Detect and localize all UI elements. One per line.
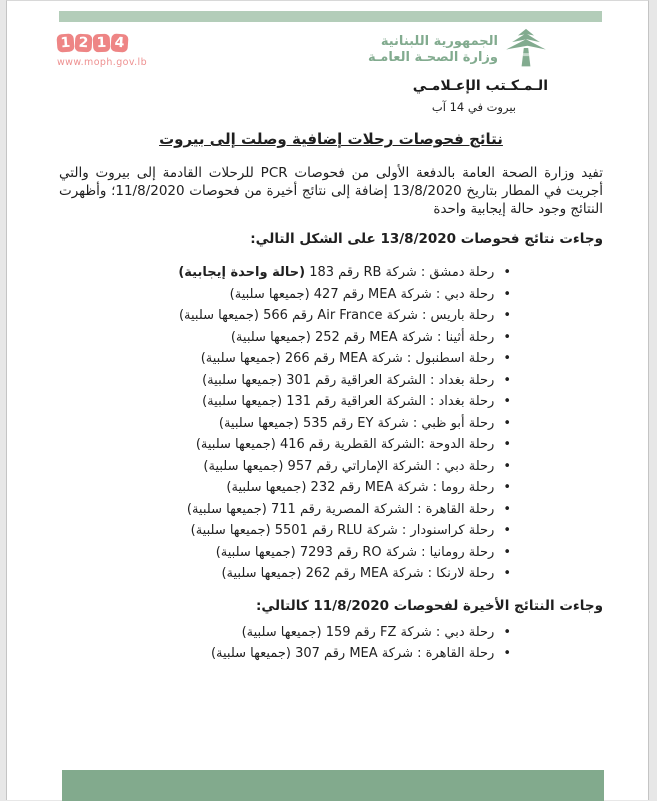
date-line: بيروت في 14 آب [431, 100, 516, 114]
ministry-name: وزارة الصحـة العامـة [367, 50, 498, 65]
flight-results-list-13-8 [59, 262, 603, 585]
flight-item [59, 262, 511, 284]
bullet-icon: • [503, 646, 511, 661]
bullet-icon: • [503, 351, 511, 366]
flight-text: رحلة اسطنبول : شركة MEA رقم 266 (جميعها سلبية) [200, 351, 495, 366]
moph-website: www.moph.gov.lb [57, 57, 148, 68]
document-page [6, 0, 649, 800]
bullet-icon: • [503, 372, 511, 388]
flight-text: رحلة دبي : الشركة الإماراتي رقم 957 (جميعها سلبية) [203, 458, 495, 474]
bullet-icon: • [503, 458, 511, 474]
flight-item [59, 563, 511, 585]
flight-item [59, 348, 511, 370]
flight-item [59, 305, 511, 327]
bullet-icon: • [503, 308, 511, 323]
flight-item [59, 413, 511, 435]
flight-text: رحلة بغداد : الشركة العراقية رقم 131 (جميعها سلبية) [202, 394, 495, 409]
hotline-digit: 4 [110, 33, 128, 52]
document-body [59, 127, 603, 665]
bullet-icon: • [503, 501, 511, 517]
flight-item [59, 499, 511, 521]
flight-item [59, 284, 511, 306]
bullet-icon: • [503, 624, 511, 640]
bullet-icon: • [503, 415, 511, 431]
flight-text: رحلة القاهرة : شركة MEA رقم 307 (جميعها سلبية) [210, 646, 495, 661]
ministry-header [368, 28, 548, 94]
flight-item [59, 327, 511, 349]
flight-text: رحلة الدوحة :الشركة القطرية رقم 416 (جميعها سلبية) [195, 437, 495, 452]
flight-item [59, 622, 511, 644]
flight-item [59, 643, 511, 665]
intro-paragraph: تفيد وزارة الصحة العامة بالدفعة الأولى من فحوصات PCR للرحلات القادمة إلى بيروت والتي أجريت في المطار بتاريخ 13/8/2020 إضافة إلى نتائج أخيرة من فحوصات 11/8/2020؛ وأظهرت النتائج وجود حالة إيجابية واحدة [59, 165, 604, 217]
bullet-icon: • [503, 329, 511, 345]
flight-item [59, 520, 511, 542]
bullet-icon: • [503, 480, 511, 495]
flight-item [59, 391, 511, 413]
bullet-icon: • [503, 286, 511, 302]
media-office-label: الـمـكـتب الإعـلامـي [412, 78, 548, 94]
flight-item [59, 456, 511, 478]
bullet-icon: • [503, 394, 511, 409]
cedar-tree-icon [504, 28, 548, 72]
hotline-digits [57, 34, 147, 52]
flight-text: رحلة كراسنودار : شركة RLU رقم 5501 (جميعها سلبية) [190, 523, 495, 538]
bullet-icon: • [503, 566, 511, 581]
bullet-icon: • [503, 523, 511, 538]
flight-text: رحلة باريس : شركة Air France رقم 566 (جميعها سلبية) [178, 308, 495, 323]
flight-text: رحلة دبي : شركة MEA رقم 427 (جميعها سلبية) [229, 286, 495, 302]
flight-text: رحلة دمشق : شركة RB رقم 183 [305, 265, 495, 280]
hotline-logo [57, 34, 147, 68]
top-green-bar [59, 11, 602, 22]
flight-text: رحلة أثينا : شركة MEA رقم 252 (جميعها سلبية) [230, 329, 495, 345]
bullet-icon: • [503, 265, 511, 280]
bullet-icon: • [503, 544, 511, 560]
ministry-name-block [368, 34, 498, 66]
flight-item [59, 370, 511, 392]
page-title: نتائج فحوصات رحلات إضافية وصلت إلى بيروت [159, 130, 503, 148]
bullet-icon: • [503, 437, 511, 452]
republic-name: الجمهورية اللبنانية [380, 34, 498, 49]
flight-text: رحلة لارنكا : شركة MEA رقم 262 (جميعها سلبية) [221, 566, 495, 581]
flight-text: رحلة دبي : شركة FZ رقم 159 (جميعها سلبية) [241, 624, 495, 640]
flight-item [59, 542, 511, 564]
section-heading-11-8: وجاءت النتائج الأخيرة لفحوصات 11/8/2020 كالتالي: [255, 597, 603, 614]
hotline-digit: 2 [75, 34, 93, 53]
flight-text: رحلة القاهرة : الشركة المصرية رقم 711 (جميعها سلبية) [186, 501, 495, 517]
bottom-green-bar [62, 770, 604, 801]
hotline-digit: 1 [93, 34, 111, 53]
flight-text: رحلة بغداد : الشركة العراقية رقم 301 (جميعها سلبية) [202, 372, 495, 388]
flight-note: (حالة واحدة إيجابية) [178, 265, 306, 280]
flight-text: رحلة أبو ظبي : شركة EY رقم 535 (جميعها سلبية) [218, 415, 495, 431]
flight-text: رحلة روما : شركة MEA رقم 232 (جميعها سلبية) [226, 480, 495, 495]
flight-item [59, 434, 511, 456]
hotline-digit: 1 [56, 33, 74, 52]
flight-item [59, 477, 511, 499]
flight-text: رحلة رومانيا : شركة RO رقم 7293 (جميعها سلبية) [215, 544, 495, 560]
flight-results-list-11-8 [59, 622, 603, 665]
section-heading-13-8: وجاءت نتائج فحوصات 13/8/2020 على الشكل التالي: [250, 231, 603, 247]
